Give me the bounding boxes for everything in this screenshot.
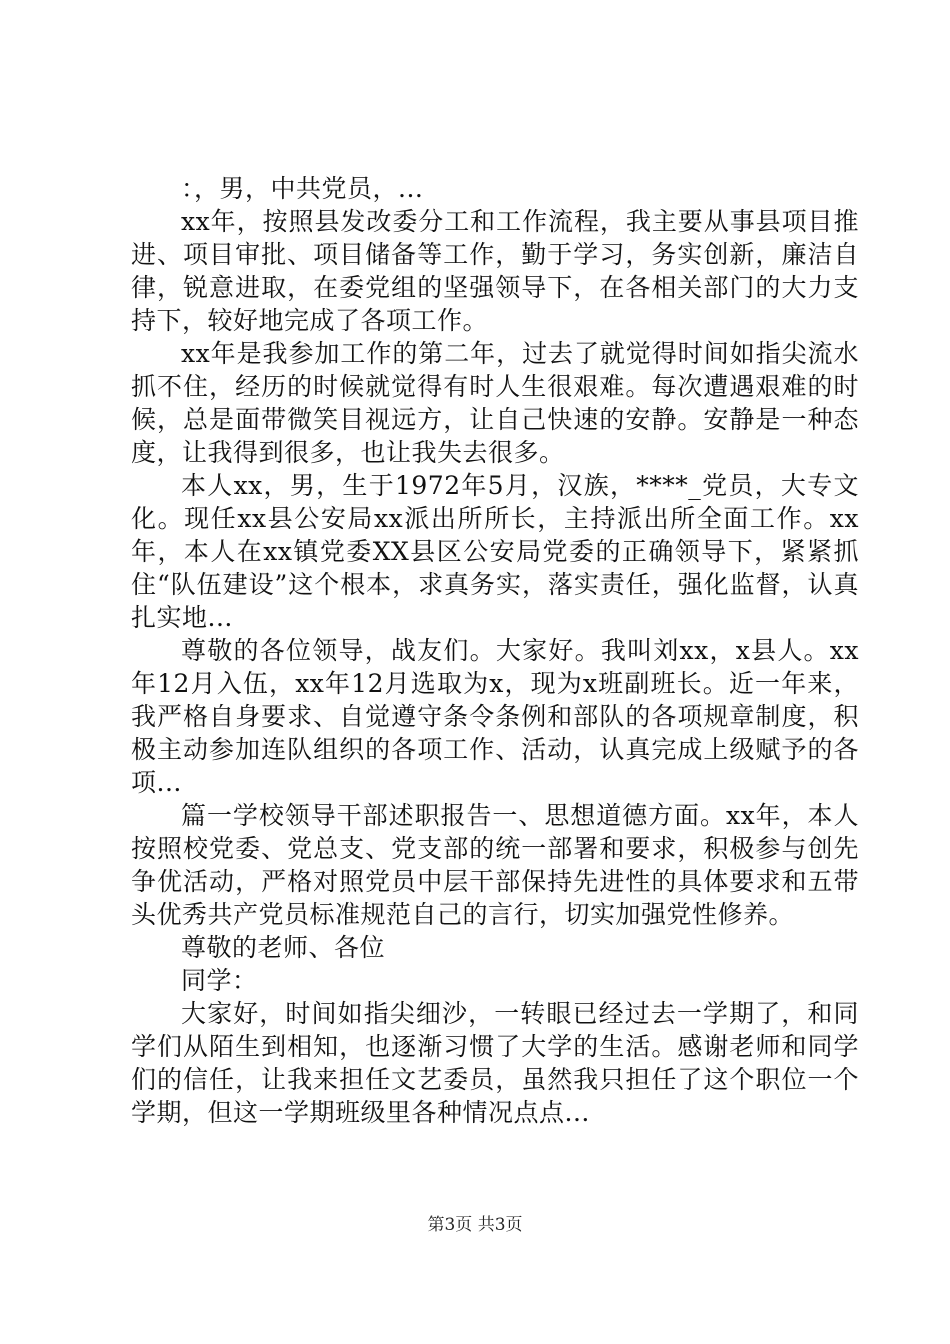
paragraph-2: xx年，按照县发改委分工和工作流程，我主要从事县项目推进、项目审批、项目储备等工作，勤于学习，务实创新，廉洁自律，锐意进取，在委党组的坚强领导下，在各相关部门的大力支持下，较好地完成了各项工作。 <box>131 207 859 335</box>
paragraph-1: ：，男，中共党员，... <box>181 174 424 203</box>
paragraph-6: 篇一学校领导干部述职报告一、思想道德方面。xx年，本人按照校党委、党总支、党支部的统一部署和要求，积极参与创先争优活动，严格对照党员中层干部保持先进性的具体要求和五带头优秀共产党员标准规范自己的言行，切实加强党性修养。 <box>131 801 859 929</box>
paragraph-4: 本人xx，男，生于1972年5月，汉族，****_党员，大专文化。现任xx县公安局xx派出所所长，主持派出所全面工作。xx年，本人在xx镇党委XX县区公安局党委的正确领导下，紧紧抓住“队伍建设”这个根本，求真务实，落实责任，强化监督，认真扎实地... <box>131 471 859 632</box>
page-number-footer: 第3页 共3页 <box>427 1215 523 1235</box>
document-body <box>131 172 859 1129</box>
paragraph-8: 同学： <box>181 966 258 995</box>
paragraph-3: xx年是我参加工作的第二年，过去了就觉得时间如指尖流水抓不住，经历的时候就觉得有时人生很艰难。每次遭遇艰难的时候，总是面带微笑目视远方，让自己快速的安静。安静是一种态度，让我得到很多，也让我失去很多。 <box>131 339 859 467</box>
paragraph-5: 尊敬的各位领导，战友们。大家好。我叫刘xx，x县人。xx年12月入伍，xx年12月选取为x，现为x班副班长。近一年来，我严格自身要求、自觉遵守条令条例和部队的各项规章制度，积极主动参加连队组织的各项工作、活动，认真完成上级赋予的各项... <box>131 636 859 797</box>
paragraph-7: 尊敬的老师、各位 <box>181 933 386 962</box>
paragraph-9: 大家好，时间如指尖细沙，一转眼已经过去一学期了，和同学们从陌生到相知，也逐渐习惯了大学的生活。感谢老师和同学们的信任，让我来担任文艺委员，虽然我只担任了这个职位一个学期，但这一学期班级里各种情况点点... <box>131 999 859 1127</box>
